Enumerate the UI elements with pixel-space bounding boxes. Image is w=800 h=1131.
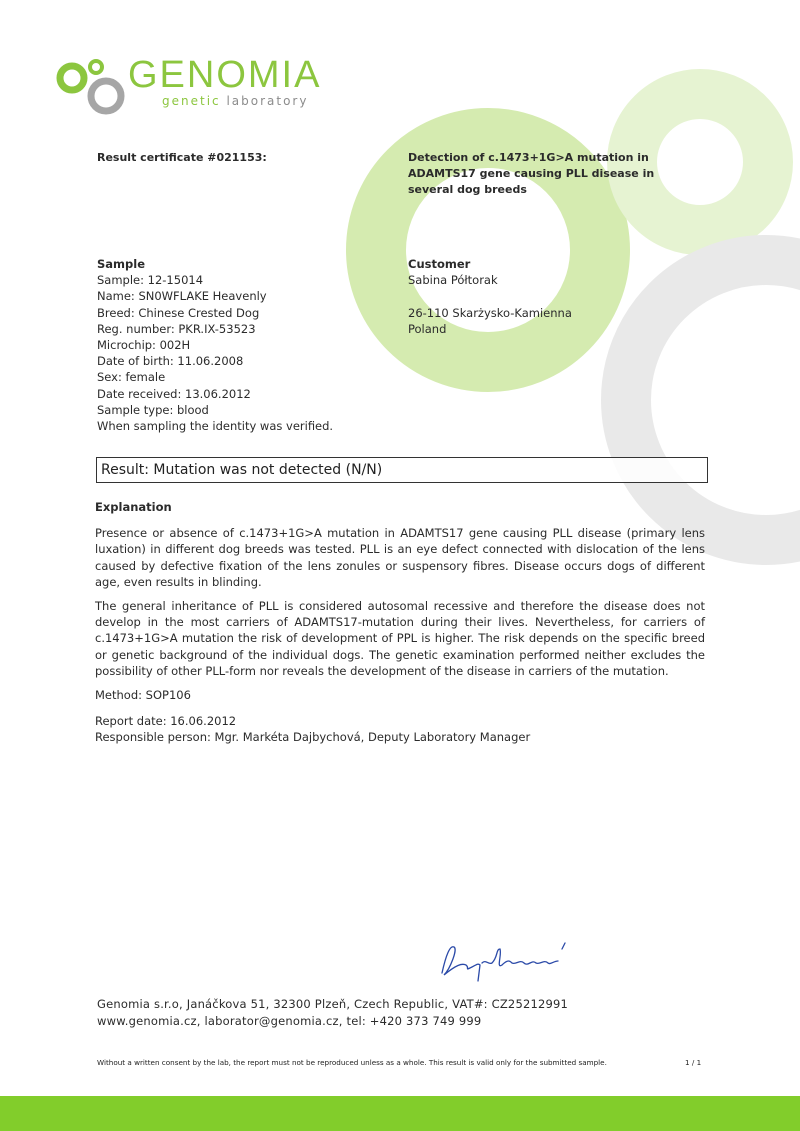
footer-address: Genomia s.r.o, Janáčkova 51, 32300 Plzeň, Czech Republic, VAT#: CZ25212991 — [97, 997, 569, 1011]
sample-line: Reg. number: PKR.IX-53523 — [97, 321, 256, 336]
customer-block — [408, 256, 572, 337]
brand-tagline — [162, 94, 308, 108]
explanation-paragraph: Presence or absence of c.1473+1G>A mutation in ADAMTS17 gene causing PLL disease (primary lens luxation) in different dog breeds was tested. PLL is an eye defect connected with dislocation of the lens caused by defective fixation of the lens zonules or suspensory fibres. Disease occurs dogs of different age, even results in blinding. — [95, 526, 705, 589]
test-title: Detection of c.1473+1G>A mutation in ADAMTS17 gene causing PLL disease in several dog breeds — [408, 151, 655, 196]
sample-line: Sample type: blood — [97, 402, 209, 417]
disclaimer: Without a written consent by the lab, the report must not be reproduced unless as a whole. This result is valid only for the submitted sample. — [97, 1058, 607, 1067]
brand-name: GENOMIA — [128, 54, 322, 96]
responsible-person: Responsible person: Mgr. Markéta Dajbychová, Deputy Laboratory Manager — [95, 730, 531, 745]
customer-street — [408, 288, 572, 304]
footer-address-block — [97, 996, 568, 1029]
report-date: Report date: 16.06.2012 — [95, 714, 237, 729]
sample-block — [97, 256, 333, 434]
certificate-number: Result certificate #021153: — [97, 151, 267, 164]
explanation-heading: Explanation — [95, 500, 172, 514]
grey-ring — [626, 260, 800, 540]
page-number: 1 / 1 — [685, 1058, 702, 1067]
footer-contact: www.genomia.cz, laborator@genomia.cz, tel: +420 373 749 999 — [97, 1013, 482, 1028]
footer-green-bar — [0, 1096, 800, 1131]
sample-line: Breed: Chinese Crested Dog — [97, 305, 260, 320]
sample-line: Date of birth: 11.06.2008 — [97, 354, 244, 369]
customer-city: 26-110 Skarżysko-Kamienna — [408, 305, 572, 320]
sample-line: Microchip: 002H — [97, 338, 191, 353]
signature — [436, 935, 576, 985]
sample-line: When sampling the identity was verified. — [97, 419, 334, 434]
explanation-section — [95, 499, 705, 746]
sample-heading: Sample — [97, 257, 145, 271]
sample-line: Name: SN0WFLAKE Heavenly — [97, 289, 267, 304]
sample-line: Date received: 13.06.2012 — [97, 386, 251, 401]
genomia-logo-icon — [56, 56, 131, 118]
explanation-paragraph: The general inheritance of PLL is considered autosomal recessive and therefore the disease does not develop in the most carriers of ADAMTS17-mutation during their lives. Nevertheless, for carriers of c.1473+1G>A mutation the risk of development of PPL is higher. The risk depends on the specific breed or genetic background of the individual dogs. The genetic examination performed neither excludes the possibility of other PLL-form nor reveals the development of the disease in carriers of the mutation. — [95, 599, 705, 678]
customer-name: Sabina Półtorak — [408, 273, 498, 288]
tagline-genetic: genetic — [162, 94, 221, 108]
sample-line: Sex: female — [97, 370, 166, 385]
tagline-laboratory: laboratory — [226, 94, 309, 108]
result-box: Result: Mutation was not detected (N/N) — [96, 457, 708, 483]
customer-country: Poland — [408, 321, 447, 336]
method: Method: SOP106 — [95, 688, 191, 703]
sample-line: Sample: 12-15014 — [97, 273, 204, 288]
customer-heading: Customer — [408, 257, 471, 271]
